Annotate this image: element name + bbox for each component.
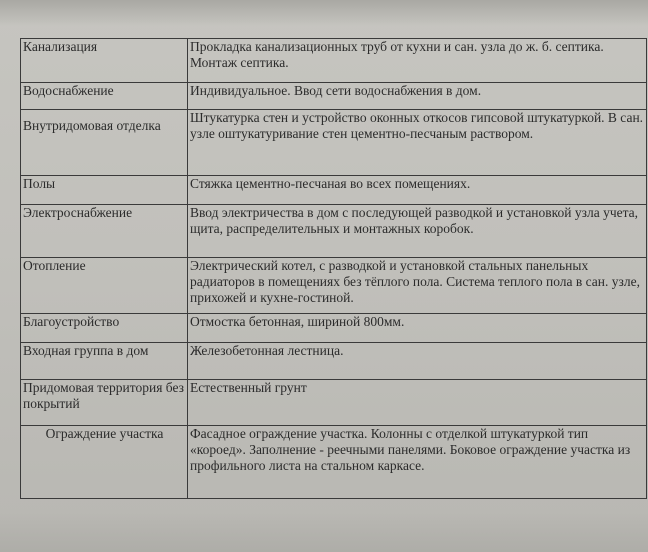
row-value: Фасадное ограждение участка. Колонны с отделкой штукатуркой тип «короед». Заполнение - реечными панелями. Боковое ограждение участка из профильного листа на стальном каркасе. [188,426,647,499]
row-label: Электроснабжение [21,205,188,258]
page-edge-shadow [0,0,648,26]
table-row-electricity [21,205,647,258]
row-label: Благоустройство [21,314,188,343]
row-value: Отмостка бетонная, шириной 800мм. [188,314,647,343]
row-label: Отопление [21,258,188,314]
table-row-heating [21,258,647,314]
row-value: Стяжка цементно-песчаная во всех помещениях. [188,176,647,205]
row-label: Полы [21,176,188,205]
row-value: Естественный грунт [188,380,647,426]
row-label: Придомовая территория без покрытий [21,380,188,426]
row-value: Ввод электричества в дом с последующей разводкой и установкой узла учета, щита, распределительных и монтажных коробок. [188,205,647,258]
table-row-water-supply [21,83,647,110]
row-label: Канализация [21,39,188,83]
page-bottom-shadow [0,512,648,552]
row-value: Индивидуальное. Ввод сети водоснабжения в дом. [188,83,647,110]
row-label: Входная группа в дом [21,343,188,380]
row-label: Внутридомовая отделка [21,110,188,176]
row-label: Ограждение участка [21,426,188,499]
table-row-floors [21,176,647,205]
specification-table [20,38,647,499]
row-value: Штукатурка стен и устройство оконных откосов гипсовой штукатуркой. В сан. узле оштукатуривание стен цементно-песчаным раствором. [188,110,647,176]
row-value: Прокладка канализационных труб от кухни и сан. узла до ж. б. септика. Монтаж септика. [188,39,647,83]
table-row-interior-finish [21,110,647,176]
table-row-fencing [21,426,647,499]
table-row-sewerage [21,39,647,83]
row-value: Железобетонная лестница. [188,343,647,380]
table-row-landscaping [21,314,647,343]
row-value: Электрический котел, с разводкой и установкой стальных панельных радиаторов в помещениях без тёплого пола. Система теплого пола в сан. узле, прихожей и кухне-гостиной. [188,258,647,314]
row-label: Водоснабжение [21,83,188,110]
table-row-territory [21,380,647,426]
table-row-entrance [21,343,647,380]
